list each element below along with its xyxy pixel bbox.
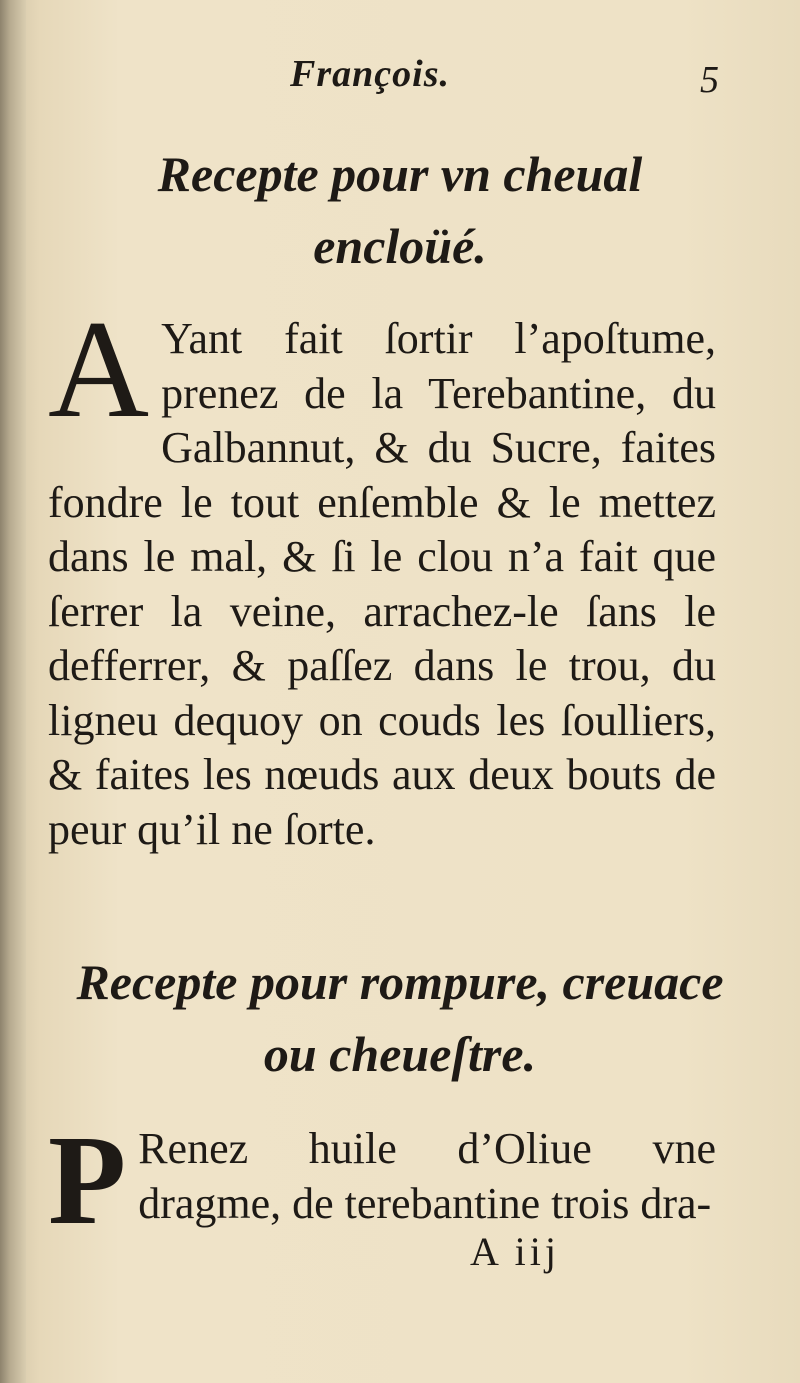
recipe-2-paragraph (48, 1109, 716, 1251)
recipe-2-dropcap: P (48, 1109, 127, 1251)
signature-mark: A iij (470, 1229, 561, 1274)
recipe-2-heading-line-1: Recepte pour rompure, creuace (76, 954, 724, 1010)
recipe-1-heading (60, 138, 740, 282)
recipe-2-heading-line-2: ou cheueſtre. (263, 1026, 537, 1082)
recipe-1-heading-line-2: encloüé. (313, 218, 487, 274)
recipe-1-heading-line-1: Recepte pour vn cheual (157, 146, 643, 202)
recipe-2-text: Renez huile d’Oliue vne dragme, de terebantine trois dra- (138, 1124, 716, 1228)
recipe-1-paragraph (48, 292, 716, 857)
page-number: 5 (700, 59, 719, 101)
recipe-1-text: Yant fait ſortir l’apoſtume, prenez de la Terebantine, du Galbannut, & du Sucre, faites fondre le tout enſemble & le mettez dans le mal, & ſi le clou n’a fait que ſerrer la veine, arrachez-le ſans le defferrer, & paſſez dans le trou, du ligneu dequoy on couds les ſoulliers, & faites les nœuds aux deux bouts de peur qu’il ne ſorte. (48, 314, 716, 854)
running-head: François. (290, 53, 450, 95)
recipe-1-dropcap: A (48, 292, 150, 447)
page-gutter (0, 0, 26, 1383)
recipe-2-heading (60, 946, 740, 1090)
